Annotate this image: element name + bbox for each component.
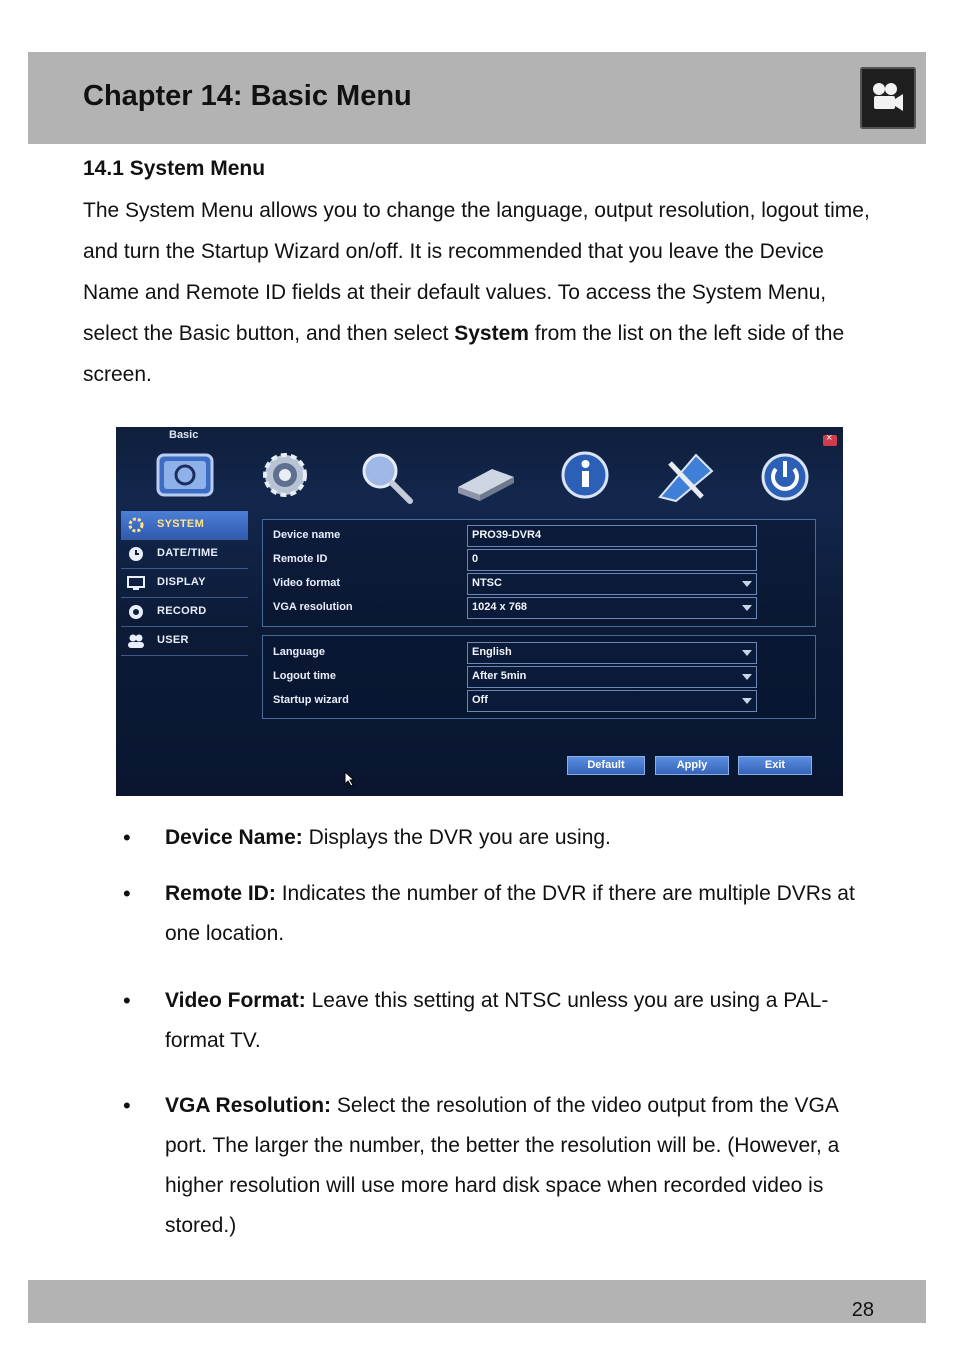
clock-icon (127, 546, 145, 562)
bullet-device-name (123, 818, 880, 858)
close-icon[interactable] (823, 435, 837, 446)
section-heading: 14.1 System Menu (83, 157, 266, 180)
field-label: Logout time (273, 670, 336, 682)
field-value: NTSC (472, 577, 502, 589)
bullet-text: Indicates the number of the DVR if there are multiple DVRs at one location. (165, 882, 855, 945)
search-icon[interactable] (352, 449, 418, 505)
info-icon[interactable] (552, 449, 618, 505)
bullet-icon: • (123, 988, 131, 1013)
page-footer (28, 1280, 926, 1323)
page-number: 28 (851, 1299, 874, 1321)
apply-button[interactable]: Apply (655, 756, 729, 775)
video-format-row (273, 573, 803, 595)
intro-bold-system: System (454, 322, 529, 345)
field-value: 0 (472, 553, 479, 565)
system-settings-group-2 (262, 635, 816, 719)
bullet-remote-id (123, 874, 880, 954)
remote-id-field[interactable] (467, 549, 757, 571)
logout-time-row (273, 666, 803, 688)
field-label: Remote ID (273, 553, 328, 565)
startup-wizard-select[interactable] (467, 690, 757, 712)
gear-icon[interactable] (252, 449, 318, 505)
video-format-select[interactable] (467, 573, 757, 595)
dvr-top-icon-row (146, 449, 826, 509)
field-value: PRO39-DVR4 (472, 529, 542, 541)
dvr-window-title: Basic (169, 429, 199, 441)
side-item-label: DISPLAY (157, 576, 206, 588)
language-select[interactable] (467, 642, 757, 664)
side-item-system[interactable] (121, 511, 248, 540)
tools-icon[interactable] (652, 449, 718, 505)
hard-disk-icon[interactable] (452, 449, 518, 505)
bullet-text: Select the resolution of the video output from the VGA port. The larger the number, the better the resolution will be. (However, a higher resolution will use more hard disk space when recorded video is stored.) (165, 1094, 840, 1237)
bullet-text: Leave this setting at NTSC unless you are using a PAL-format TV. (165, 989, 829, 1052)
system-settings-group-1 (262, 519, 816, 627)
gear-icon (127, 517, 145, 533)
intro-text-end: from the list on the left side of the screen. (83, 322, 845, 386)
bullet-text: Displays the DVR you are using. (302, 826, 611, 849)
field-value: Off (472, 694, 488, 706)
chevron-down-icon (742, 581, 752, 587)
default-button[interactable]: Default (567, 756, 645, 775)
side-item-record[interactable] (121, 598, 248, 627)
side-item-display[interactable] (121, 569, 248, 598)
side-item-label: USER (157, 634, 189, 646)
chapter-title: Chapter 14: Basic Menu (83, 80, 412, 112)
mouse-pointer-icon (344, 771, 356, 787)
bullet-term: Video Format: (165, 989, 306, 1012)
bullet-vga-resolution (123, 1086, 880, 1246)
exit-button[interactable]: Exit (738, 756, 812, 775)
remote-id-row (273, 549, 803, 571)
field-label: VGA resolution (273, 601, 353, 613)
vga-resolution-row (273, 597, 803, 619)
record-icon (127, 604, 145, 620)
bullet-video-format (123, 981, 880, 1061)
logout-time-select[interactable] (467, 666, 757, 688)
field-value: After 5min (472, 670, 527, 682)
field-label: Language (273, 646, 325, 658)
device-name-row (273, 525, 803, 547)
intro-text: The System Menu allows you to change the language, output resolution, logout time, and turn the Startup Wizard on/off. It is recommended that you leave the Device Name and Remote ID fields at their default values. To access the System Menu, select the Basic button, and then select (83, 199, 870, 345)
bullet-icon: • (123, 825, 131, 850)
side-item-date-time[interactable] (121, 540, 248, 569)
video-camera-icon (860, 67, 916, 129)
language-row (273, 642, 803, 664)
bullet-term: Remote ID: (165, 882, 276, 905)
field-value: 1024 x 768 (472, 601, 528, 613)
field-label: Video format (273, 577, 341, 589)
power-icon[interactable] (752, 449, 818, 505)
monitor-icon (127, 575, 145, 591)
chevron-down-icon (742, 674, 752, 680)
side-item-user[interactable] (121, 627, 248, 656)
dvr-side-menu (121, 511, 248, 656)
basic-icon[interactable] (152, 449, 218, 505)
chapter-header (28, 52, 926, 144)
chevron-down-icon (742, 650, 752, 656)
device-name-field[interactable] (467, 525, 757, 547)
side-item-label: DATE/TIME (157, 547, 219, 559)
field-value: English (472, 646, 512, 658)
field-label: Startup wizard (273, 694, 349, 706)
side-item-label: RECORD (157, 605, 207, 617)
dvr-system-menu-screenshot (116, 427, 843, 796)
chevron-down-icon (742, 605, 752, 611)
field-label: Device name (273, 529, 341, 541)
vga-resolution-select[interactable] (467, 597, 757, 619)
bullet-icon: • (123, 1093, 131, 1118)
bullet-icon: • (123, 881, 131, 906)
startup-wizard-row (273, 690, 803, 712)
chevron-down-icon (742, 698, 752, 704)
users-icon (127, 633, 145, 649)
bullet-term: VGA Resolution: (165, 1094, 332, 1117)
side-item-label: SYSTEM (157, 518, 205, 530)
intro-paragraph (83, 190, 883, 395)
bullet-term: Device Name: (165, 826, 303, 849)
